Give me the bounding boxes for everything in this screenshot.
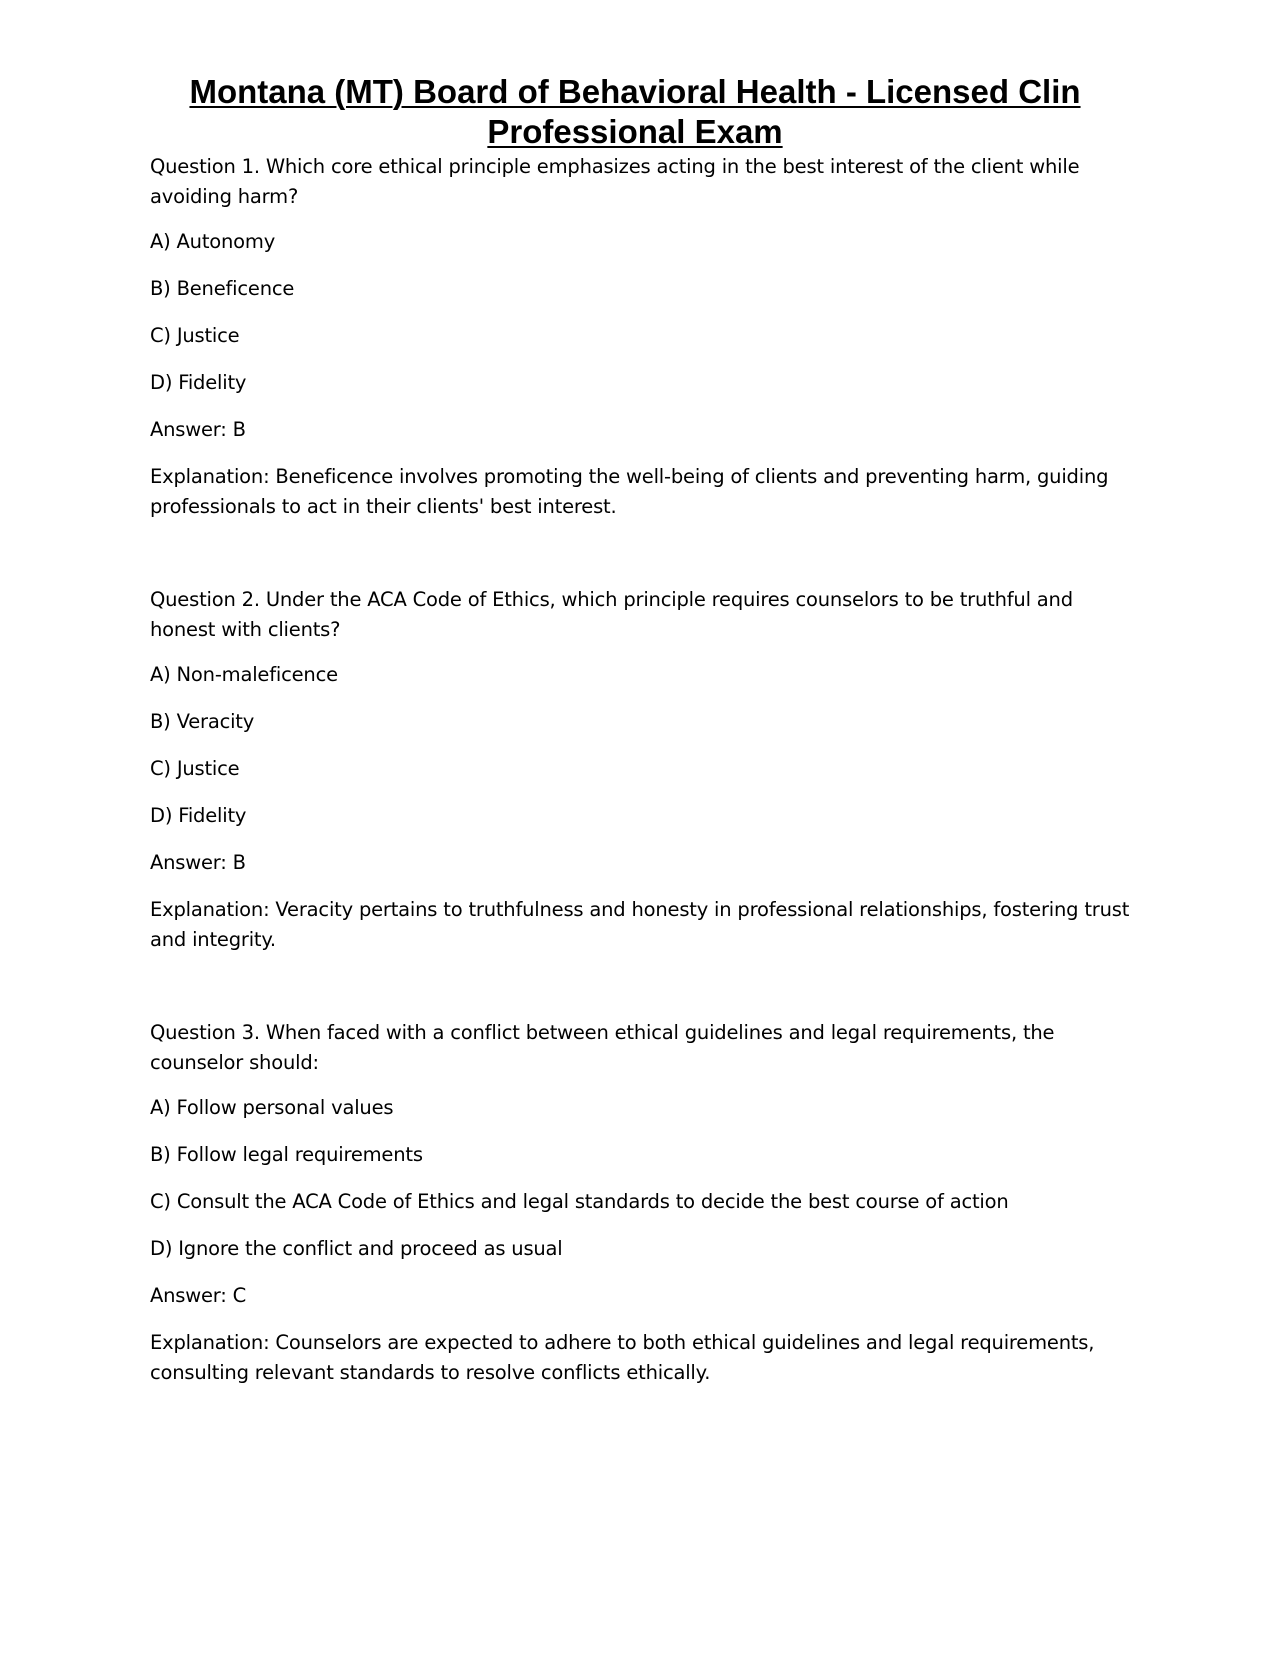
question-text: Question 2. Under the ACA Code of Ethics, which principle requires counselors to be truthful and honest with clients? (150, 588, 1073, 641)
option-c: C) Justice (150, 324, 240, 347)
document-title: Montana (MT) Board of Behavioral Health - Licensed Clin Professional Exam (189, 73, 1081, 150)
option-c: C) Consult the ACA Code of Ethics and legal standards to decide the best course of action (150, 1190, 1009, 1213)
question-block-2 (150, 585, 1130, 955)
question-block-1 (150, 152, 1130, 522)
answer: Answer: C (150, 1284, 247, 1307)
explanation: Explanation: Veracity pertains to truthfulness and honesty in professional relationships, fostering trust and integrity. (150, 898, 1130, 951)
option-d: D) Fidelity (150, 371, 247, 394)
option-b: B) Veracity (150, 710, 255, 733)
option-a: A) Follow personal values (150, 1096, 394, 1119)
option-a: A) Autonomy (150, 230, 276, 253)
option-d: D) Fidelity (150, 804, 247, 827)
answer: Answer: B (150, 851, 246, 874)
question-text: Question 3. When faced with a conflict between ethical guidelines and legal requirements, the counselor should: (150, 1021, 1055, 1074)
question-block-3 (150, 1018, 1130, 1388)
option-d: D) Ignore the conflict and proceed as usual (150, 1237, 563, 1260)
answer: Answer: B (150, 418, 246, 441)
option-b: B) Beneficence (150, 277, 295, 300)
option-c: C) Justice (150, 757, 240, 780)
option-a: A) Non-maleficence (150, 663, 338, 686)
question-text: Question 1. Which core ethical principle emphasizes acting in the best interest of the client while avoiding harm? (150, 155, 1080, 208)
explanation: Explanation: Beneficence involves promoting the well-being of clients and preventing harm, guiding professionals to act in their clients' best interest. (150, 465, 1109, 518)
question-list (150, 152, 1130, 1451)
explanation: Explanation: Counselors are expected to adhere to both ethical guidelines and legal requirements, consulting relevant standards to resolve conflicts ethically. (150, 1331, 1095, 1384)
option-b: B) Follow legal requirements (150, 1143, 423, 1166)
